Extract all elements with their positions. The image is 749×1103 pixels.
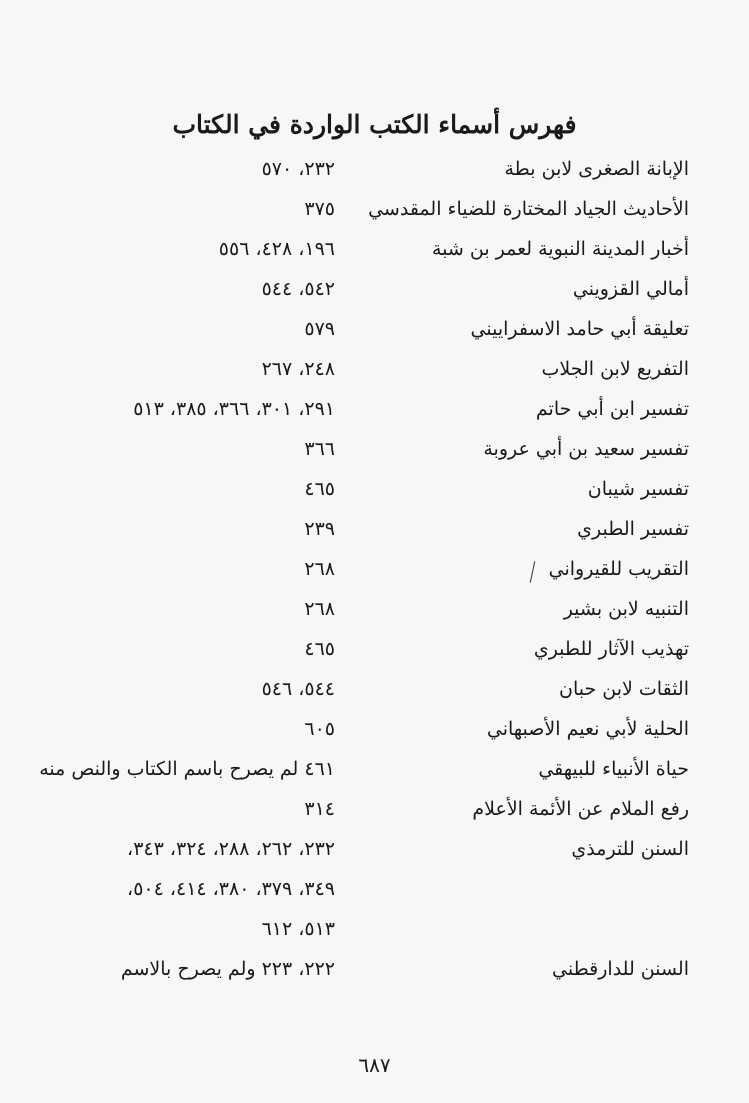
page-references: ٤٦٥: [304, 478, 335, 500]
page-references: ٢٤٨، ٢٦٧: [261, 358, 335, 380]
book-title: الثقات لابن حبان: [559, 678, 689, 700]
book-title: الإبانة الصغرى لابن بطة: [504, 158, 689, 180]
list-item: [0, 670, 749, 710]
book-title: الحلية لأبي نعيم الأصبهاني: [486, 718, 689, 740]
list-item: [0, 750, 749, 790]
page-references: ٥١٣، ٦١٢: [261, 918, 335, 940]
list-item: [0, 310, 749, 350]
list-item: [0, 510, 749, 550]
page-references: ٤٦١ لم يصرح باسم الكتاب والنص منه: [39, 758, 335, 780]
list-item: [0, 230, 749, 270]
page-title: فهرس أسماء الكتب الواردة في الكتاب: [172, 110, 577, 139]
book-title: التقريب للقيرواني: [548, 558, 689, 580]
book-title: رفع الملام عن الأئمة الأعلام: [472, 798, 689, 820]
page-references: ٢٢٢، ٢٢٣ ولم يصرح بالاسم: [120, 958, 335, 980]
book-index-list: [0, 150, 749, 990]
page-references: ١٩٦، ٤٢٨، ٥٥٦: [218, 238, 335, 260]
book-title: أخبار المدينة النبوية لعمر بن شبة: [432, 238, 689, 260]
list-item: [0, 590, 749, 630]
page-references: ٢٣٢، ٢٦٢، ٢٨٨، ٣٢٤، ٣٤٣،: [127, 838, 335, 860]
page-references: ٢٩١، ٣٠١، ٣٦٦، ٣٨٥، ٥١٣: [133, 398, 335, 420]
list-item: [0, 390, 749, 430]
list-item: [0, 470, 749, 510]
book-title: التنبيه لابن بشير: [563, 598, 689, 620]
list-item: [0, 270, 749, 310]
book-title: التفريع لابن الجلاب: [541, 358, 689, 380]
page-references: ٢٦٨: [304, 598, 335, 620]
page-references: ٣٧٥: [304, 198, 335, 220]
list-item-continuation: [0, 870, 749, 910]
book-title: السنن للدارقطني: [552, 958, 689, 980]
list-item: [0, 350, 749, 390]
page-references: ٢٣٩: [304, 518, 335, 540]
page-references: ٣١٤: [304, 798, 335, 820]
book-title: تعليقة أبي حامد الاسفراييني: [470, 318, 689, 340]
page-references: ٦٠٥: [304, 718, 335, 740]
list-item: [0, 830, 749, 870]
list-item: [0, 710, 749, 750]
list-item: [0, 950, 749, 990]
book-title: تفسير سعيد بن أبي عروبة: [483, 438, 689, 460]
book-title: حياة الأنبياء للبيهقي: [538, 758, 689, 780]
page-references: ٥٤٤، ٥٤٦: [261, 678, 335, 700]
page-references: ٥٤٢، ٥٤٤: [261, 278, 335, 300]
book-title: أمالي القزويني: [572, 278, 689, 300]
book-title: السنن للترمذي: [571, 838, 689, 860]
page-number: ٦٨٧: [358, 1053, 391, 1077]
list-item: [0, 150, 749, 190]
page-references: ٢٦٨: [304, 558, 335, 580]
book-title: تهذيب الآثار للطبري: [533, 638, 689, 660]
page-references: ٣٦٦: [304, 438, 335, 460]
book-title: الأحاديث الجياد المختارة للضياء المقدسي: [368, 198, 689, 220]
book-title: تفسير شيبان: [587, 478, 689, 500]
list-item: [0, 190, 749, 230]
page-references: ٤٦٥: [304, 638, 335, 660]
page-references: ٢٣٢، ٥٧٠: [261, 158, 335, 180]
list-item-continuation: [0, 910, 749, 950]
book-title: تفسير الطبري: [577, 518, 689, 540]
list-item: [0, 430, 749, 470]
page-references: ٣٤٩، ٣٧٩، ٣٨٠، ٤١٤، ٥٠٤،: [127, 878, 335, 900]
page-references: ٥٧٩: [304, 318, 335, 340]
list-item: [0, 550, 749, 590]
list-item: [0, 790, 749, 830]
list-item: [0, 630, 749, 670]
book-title: تفسير ابن أبي حاتم: [535, 398, 689, 420]
